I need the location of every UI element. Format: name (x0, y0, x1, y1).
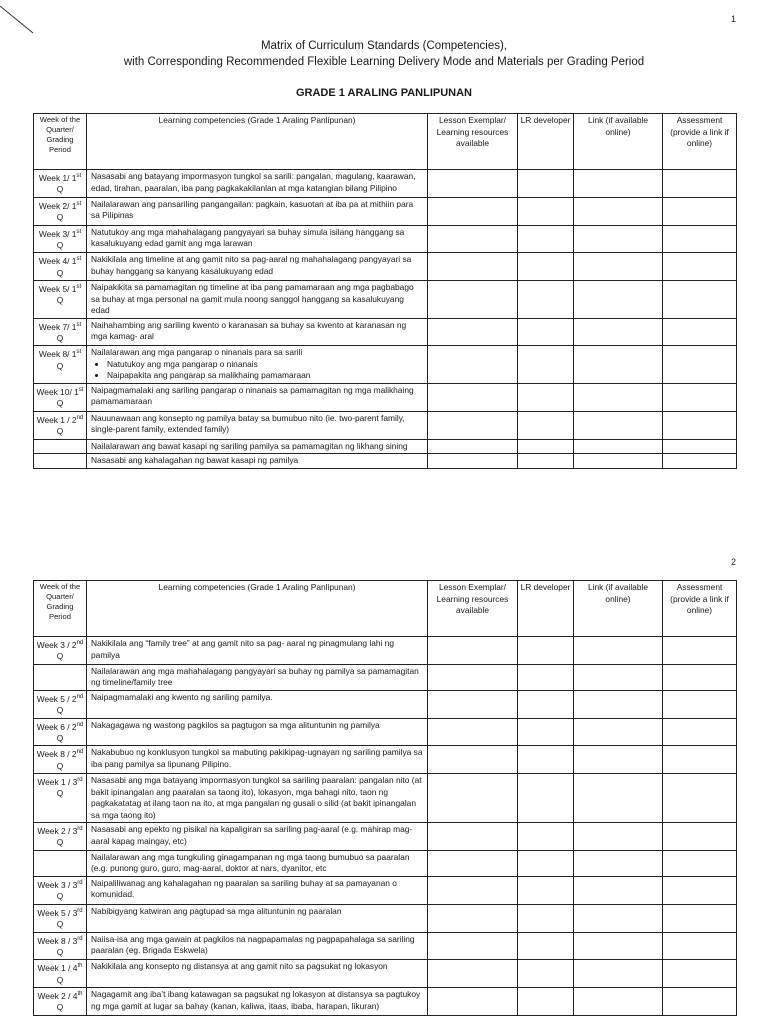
table-row (34, 960, 737, 988)
lr-developer-cell[interactable] (518, 346, 574, 384)
link-cell[interactable] (574, 383, 663, 411)
competency-text: Nailalarawan ang mga pangarap o ninanais para sa sarili (91, 347, 303, 358)
assessment-cell[interactable] (663, 664, 737, 690)
header-week: Week of the Quarter/ Grading Period (34, 114, 87, 170)
lesson-cell[interactable] (428, 439, 518, 454)
assessment-cell[interactable] (663, 823, 737, 851)
competency-text: Naipakikita sa pamamagitan ng timeline at iba pang pamamaraan ang mga pagbabago sa buhay at mga personal na gamit mula noong sanggol hanggang sa kasalukuyang edad (91, 282, 414, 316)
header-lesson-exemplar: Lesson Exemplar/ Learning resources available (428, 114, 518, 170)
table-row (34, 904, 737, 932)
lr-developer-cell[interactable] (518, 197, 574, 225)
competency-cell (87, 850, 428, 876)
table-row (34, 281, 737, 319)
week-cell: Week 10/ 1st Q (34, 383, 87, 411)
competency-sublist (91, 359, 423, 382)
lesson-cell[interactable] (428, 690, 518, 718)
header-link: Link (if available online) (574, 114, 663, 170)
link-cell[interactable] (574, 664, 663, 690)
competency-cell (87, 823, 428, 851)
link-cell[interactable] (574, 876, 663, 904)
lesson-cell[interactable] (428, 746, 518, 774)
header-week: Week of the Quarter/ Grading Period (34, 581, 87, 637)
lesson-cell[interactable] (428, 774, 518, 823)
assessment-cell[interactable] (663, 932, 737, 960)
table-row (34, 318, 737, 346)
lr-developer-cell[interactable] (518, 904, 574, 932)
link-cell[interactable] (574, 850, 663, 876)
lesson-cell[interactable] (428, 988, 518, 1016)
lr-developer-cell[interactable] (518, 637, 574, 665)
document-page-2 (0, 552, 768, 1024)
table-row (34, 225, 737, 253)
competency-cell (87, 225, 428, 253)
week-cell: Week 3 / 3rd Q (34, 876, 87, 904)
document-subtitle: with Corresponding Recommended Flexible Learning Delivery Mode and Materials per Grading Period (123, 56, 645, 68)
competency-table (33, 113, 737, 469)
table-row (34, 850, 737, 876)
link-cell[interactable] (574, 318, 663, 346)
week-cell: Week 8 / 2nd Q (34, 746, 87, 774)
lr-developer-cell[interactable] (518, 383, 574, 411)
lesson-cell[interactable] (428, 170, 518, 198)
competency-cell (87, 383, 428, 411)
competency-cell (87, 170, 428, 198)
lesson-cell[interactable] (428, 637, 518, 665)
assessment-cell[interactable] (663, 383, 737, 411)
competency-text: Naipagmamalaki ang kwento ng sariling pamilya. (91, 691, 273, 702)
competency-text: Nakabubuo ng konklusyon tungkol sa mabuting pakikipag-ugnayan ng sariling pamilya sa iba pang pamilya sa lipunang Pilipino. (91, 747, 423, 769)
competency-cell (87, 439, 428, 454)
lr-developer-cell[interactable] (518, 318, 574, 346)
competency-text: Nailalarawan ang mga tungkuling ginagampanan ng mga taong bumubuo sa paaralan (e.g. punong guro, guro, mag-aaral, doktor at nars, dyanitor, etc (91, 851, 410, 874)
table-row (34, 746, 737, 774)
competency-text: Nasasabi ang epekto ng pisikal na kapaligiran sa sariling pag-aaral (e.g. mahirap mag-aaral kapag maingay, etc) (91, 824, 413, 846)
competency-cell (87, 281, 428, 319)
assessment-cell[interactable] (663, 746, 737, 774)
table-row (34, 197, 737, 225)
week-cell: Week 1 / 3rd Q (34, 774, 87, 823)
competency-text: Naihahambing ang sariling kwento o karanasan sa buhay sa kwento at karanasan ng mga kamag- aral (91, 319, 407, 342)
competency-text: Nakagagawa ng wastong pagkilos sa pagtugon sa mga alituntunin ng pamilya (91, 719, 380, 730)
table-row (34, 932, 737, 960)
week-cell: Week 5/ 1st Q (34, 281, 87, 319)
week-cell: Week 1 / 2nd Q (34, 411, 87, 439)
assessment-cell[interactable] (663, 718, 737, 746)
table-row (34, 823, 737, 851)
week-cell: Week 4/ 1st Q (34, 253, 87, 281)
table-row (34, 876, 737, 904)
week-cell: Week 5 / 3rd Q (34, 904, 87, 932)
competency-cell (87, 774, 428, 823)
lesson-cell[interactable] (428, 960, 518, 988)
week-cell: Week 5 / 2nd Q (34, 690, 87, 718)
week-cell: Week 2/ 1st Q (34, 197, 87, 225)
competency-cell (87, 718, 428, 746)
table-row (34, 170, 737, 198)
lr-developer-cell[interactable] (518, 823, 574, 851)
assessment-cell[interactable] (663, 439, 737, 454)
competency-text: Nailalarawan ang mga mahahalagang pangyayari sa buhay ng pamilya sa pamamagitan ng timeline/family tree (91, 665, 419, 688)
lesson-cell[interactable] (428, 823, 518, 851)
link-cell[interactable] (574, 988, 663, 1016)
table-row (34, 253, 737, 281)
lesson-cell[interactable] (428, 197, 518, 225)
link-cell[interactable] (574, 746, 663, 774)
link-cell[interactable] (574, 197, 663, 225)
competency-text: Nakikilala ang “family tree” at ang gamit nito sa pag- aaral ng pinagmulang lahi ng pamilya (91, 638, 395, 660)
assessment-cell[interactable] (663, 988, 737, 1016)
table-row (34, 411, 737, 439)
table-row (34, 454, 737, 469)
competency-cell (87, 932, 428, 960)
competency-cell (87, 746, 428, 774)
lr-developer-cell[interactable] (518, 718, 574, 746)
assessment-cell[interactable] (663, 411, 737, 439)
competency-text: Nakikilala ang timeline at ang gamit nito sa pag-aaral ng mahahalagang pangyayari sa buhay hanggang sa kanyang kasalukuyang edad (91, 254, 412, 276)
week-cell: Week 1 / 4th Q (34, 960, 87, 988)
table-row (34, 383, 737, 411)
lr-developer-cell[interactable] (518, 876, 574, 904)
lesson-cell[interactable] (428, 346, 518, 384)
lesson-cell[interactable] (428, 850, 518, 876)
lesson-cell[interactable] (428, 718, 518, 746)
lr-developer-cell[interactable] (518, 960, 574, 988)
competency-text: Nabibigyang katwiran ang pagtupad sa mga alituntunin ng paaralan (91, 905, 342, 916)
link-cell[interactable] (574, 904, 663, 932)
assessment-cell[interactable] (663, 346, 737, 384)
week-cell (34, 850, 87, 876)
competency-text: Nakikilala ang konsepto ng distansya at ang gamit nito sa pagsukat ng lokasyon (91, 961, 388, 972)
link-cell[interactable] (574, 823, 663, 851)
lr-developer-cell[interactable] (518, 454, 574, 469)
lr-developer-cell[interactable] (518, 932, 574, 960)
assessment-cell[interactable] (663, 225, 737, 253)
link-cell[interactable] (574, 225, 663, 253)
competency-cell (87, 411, 428, 439)
lr-developer-cell[interactable] (518, 439, 574, 454)
competency-cell (87, 664, 428, 690)
lesson-cell[interactable] (428, 454, 518, 469)
header-lr-developer: LR developer (518, 581, 574, 637)
table-row (34, 439, 737, 454)
table-row (34, 637, 737, 665)
assessment-cell[interactable] (663, 876, 737, 904)
week-cell: Week 2 / 3rd Q (34, 823, 87, 851)
competency-text: Nasasabi ang kahalagahan ng bawat kasapi ng pamilya (91, 455, 299, 466)
competency-text: Nauunawaan ang konsepto ng pamilya batay sa bumubuo nito (ie. two-parent family, single-parent family, extended family) (91, 412, 405, 435)
list-item: • Naipapakita ang pangarap sa malikhaing pamamaraan (107, 370, 423, 382)
link-cell[interactable] (574, 253, 663, 281)
competency-text: Nailalarawan ang pansariling pangangailan: pagkain, kasuotan at iba pa at mithiin para sa Pilipinas (91, 198, 414, 221)
assessment-cell[interactable] (663, 774, 737, 823)
table-row (34, 346, 737, 384)
assessment-cell[interactable] (663, 690, 737, 718)
assessment-cell[interactable] (663, 318, 737, 346)
assessment-cell[interactable] (663, 253, 737, 281)
week-cell: Week 1/ 1st Q (34, 170, 87, 198)
lr-developer-cell[interactable] (518, 170, 574, 198)
lr-developer-cell[interactable] (518, 281, 574, 319)
lesson-cell[interactable] (428, 225, 518, 253)
link-cell[interactable] (574, 411, 663, 439)
week-cell: Week 3 / 2nd Q (34, 637, 87, 665)
assessment-cell[interactable] (663, 637, 737, 665)
page-fold-corner (0, 0, 40, 40)
lr-developer-cell[interactable] (518, 850, 574, 876)
competency-text: Naipaliliwanag ang kahalagahan ng paaralan sa sariling buhay at sa pamayanan o komunidad. (91, 877, 397, 900)
competency-text: Naipagmamalaki ang sariling pangarap o ninanais sa pamamagitan ng mga malikhaing pamamamaraan (91, 384, 414, 407)
week-cell: Week 3/ 1st Q (34, 225, 87, 253)
week-cell: Week 8/ 1st Q (34, 346, 87, 384)
competency-cell (87, 637, 428, 665)
competency-text: Nasasabi ang batayang impormasyon tungkol sa sarili: pangalan, magulang, kaarawan, edad, tirahan, paaralan, iba pang pagkakakilanlan at mga katangian bilang Pilipino (91, 171, 416, 193)
lr-developer-cell[interactable] (518, 988, 574, 1016)
competency-text: Naiisa-isa ang mga gawain at pagkilos na nagpapamalas ng pagpapahalaga sa sariling paaralan (eg. Brigada Eskwela) (91, 933, 415, 956)
link-cell[interactable] (574, 170, 663, 198)
competency-text: Natutukoy ang mga mahahalagang pangyayari sa buhay simula isilang hanggang sa kasalukuyang edad gamit ang mga larawan (91, 226, 405, 249)
lesson-cell[interactable] (428, 411, 518, 439)
competency-text: Nasasabi ang mga batayang impormasyon tungkol sa sariling paaralan: pangalan nito (at bakit ipinangalan ang paaralan sa taong ito), lokasyon, mga bahagi nito, taon ng pagkakatatag at ilang taon na ito, at mga pangalan ng gusali o silid (at bakit ipinangalan sa mga taong ito) (91, 775, 422, 820)
link-cell[interactable] (574, 454, 663, 469)
lr-developer-cell[interactable] (518, 411, 574, 439)
list-item: • Natutukoy ang mga pangarap o ninanais (107, 359, 423, 371)
assessment-cell[interactable] (663, 904, 737, 932)
grade-title: GRADE 1 ARALING PANLIPUNAN (295, 87, 472, 99)
week-cell (34, 454, 87, 469)
week-cell: Week 7/ 1st Q (34, 318, 87, 346)
assessment-cell[interactable] (663, 170, 737, 198)
table-row (34, 718, 737, 746)
header-competencies: Learning competencies (Grade 1 Araling Panlipunan) (87, 114, 428, 170)
link-cell[interactable] (574, 960, 663, 988)
week-cell (34, 664, 87, 690)
lr-developer-cell[interactable] (518, 690, 574, 718)
competency-cell (87, 690, 428, 718)
link-cell[interactable] (574, 718, 663, 746)
link-cell[interactable] (574, 346, 663, 384)
lr-developer-cell[interactable] (518, 746, 574, 774)
assessment-cell[interactable] (663, 281, 737, 319)
assessment-cell[interactable] (663, 850, 737, 876)
lr-developer-cell[interactable] (518, 774, 574, 823)
link-cell[interactable] (574, 690, 663, 718)
week-cell: Week 8 / 3rd Q (34, 932, 87, 960)
lesson-cell[interactable] (428, 876, 518, 904)
lesson-cell[interactable] (428, 932, 518, 960)
week-cell: Week 6 / 2nd Q (34, 718, 87, 746)
link-cell[interactable] (574, 637, 663, 665)
competency-text: Nagagamit ang iba’t ibang katawagan sa pagsukat ng lokasyon at distansya sa pagtukoy ng mga gamit at lugar sa bahay (kanan, kaliwa, itaas, ibaba, harapan, likuran) (91, 989, 421, 1011)
header-link: Link (if available online) (574, 581, 663, 637)
page-number: 1 (730, 14, 736, 24)
header-assessment: Assessment (provide a link if online) (663, 114, 737, 170)
week-cell (34, 439, 87, 454)
competency-cell (87, 960, 428, 988)
header-lesson-exemplar: Lesson Exemplar/ Learning resources available (428, 581, 518, 637)
link-cell[interactable] (574, 774, 663, 823)
table-row (34, 690, 737, 718)
table-row (34, 988, 737, 1016)
competency-cell (87, 253, 428, 281)
competency-cell (87, 988, 428, 1016)
header-assessment: Assessment (provide a link if online) (663, 581, 737, 637)
lr-developer-cell[interactable] (518, 664, 574, 690)
competency-cell (87, 454, 428, 469)
link-cell[interactable] (574, 439, 663, 454)
competency-cell (87, 197, 428, 225)
competency-text: Nailalarawan ang bawat kasapi ng sariling pamilya sa pamamagitan ng likhang sining (91, 440, 408, 451)
competency-cell (87, 876, 428, 904)
lr-developer-cell[interactable] (518, 253, 574, 281)
lesson-cell[interactable] (428, 253, 518, 281)
lesson-cell[interactable] (428, 664, 518, 690)
lesson-cell[interactable] (428, 383, 518, 411)
lesson-cell[interactable] (428, 318, 518, 346)
header-competencies: Learning competencies (Grade 1 Araling Panlipunan) (87, 581, 428, 637)
link-cell[interactable] (574, 932, 663, 960)
assessment-cell[interactable] (663, 960, 737, 988)
week-cell: Week 2 / 4th Q (34, 988, 87, 1016)
page-gap (0, 530, 768, 552)
document-title: Matrix of Curriculum Standards (Competencies), (260, 40, 508, 52)
page-number: 2 (730, 557, 736, 567)
link-cell[interactable] (574, 281, 663, 319)
assessment-cell[interactable] (663, 197, 737, 225)
competency-cell (87, 904, 428, 932)
competency-table (33, 580, 737, 1016)
competency-cell (87, 318, 428, 346)
lesson-cell[interactable] (428, 281, 518, 319)
table-row (34, 774, 737, 823)
lr-developer-cell[interactable] (518, 225, 574, 253)
competency-cell (87, 346, 428, 384)
header-lr-developer: LR developer (518, 114, 574, 170)
lesson-cell[interactable] (428, 904, 518, 932)
assessment-cell[interactable] (663, 454, 737, 469)
table-row (34, 664, 737, 690)
